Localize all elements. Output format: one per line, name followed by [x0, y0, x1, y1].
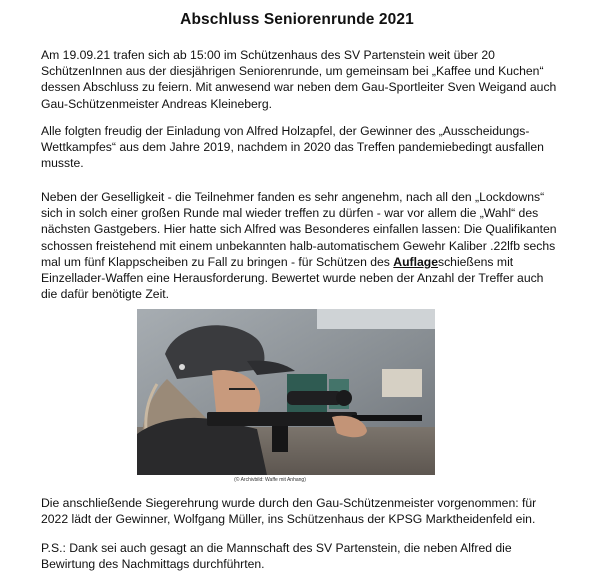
article-title: Abschluss Seniorenrunde 2021 [180, 11, 414, 28]
paragraph-ceremony: Die anschließende Siegerehrung wurde durch den Gau-Schützenmeister vorgenommen: für 2022 lädt der Gewinner, Wolfgang Müller, ins Schützenhaus der KPSG Marktheidenfeld ein. [41, 496, 537, 527]
paragraph-intro: Am 19.09.21 trafen sich ab 15:00 im Schützenhaus des SV Partenstein weit über 20 SchützenInnen aus der diesjährigen Seniorenrunde, um gemeinsam bei „Kaffee und Kuchen“ dessen Abschluss zu feiern. Mit anwesend war neben dem Gau-Sportleiter Sven Weigand auch Gau-Schützenmeister Andreas Kleineberg. [41, 48, 557, 111]
paragraph-competition [41, 189, 561, 302]
shooter-photo [137, 309, 435, 475]
emphasized-word: Auflage [393, 254, 438, 269]
photo-caption: (© Archivbild: Waffe mit Anhang) [234, 477, 306, 483]
shooter-photo-illustration [137, 309, 435, 475]
paragraph-postscript: P.S.: Dank sei auch gesagt an die Mannschaft des SV Partenstein, die neben Alfred die Bewirtung des Nachmittags durchführten. [41, 541, 512, 572]
paragraph-invitation: Alle folgten freudig der Einladung von Alfred Holzapfel, der Gewinner des „Ausscheidungs-Wettkampfes“ aus dem Jahre 2019, nachdem in 2020 das Treffen pandemiebedingt ausfallen musste. [41, 124, 544, 171]
competition-text-before: Neben der Geselligkeit - die Teilnehmer fanden es sehr angenehm, nach all den „Lockdowns“ sich in solch einer großen Runde mal wieder treffen zu dürfen - war vor allem die „Wahl“ des nächsten Gastgebers. Hier hatte sich Alfred was Besonderes einfallen lassen: Die Qualifikanten schossen freistehend mit einem unbekannten halb-automatischem Gewehr Kaliber .22lfb sechs mal um fünf Klappscheiben zu Fall zu bringen - für Schützen des [41, 190, 557, 269]
competition-text-after: schießens mit Einzellader-Waffen eine Herausforderung. Bewertet wurde neben der Anzahl der Treffer auch die dafür benötigte Zeit. [41, 254, 544, 302]
